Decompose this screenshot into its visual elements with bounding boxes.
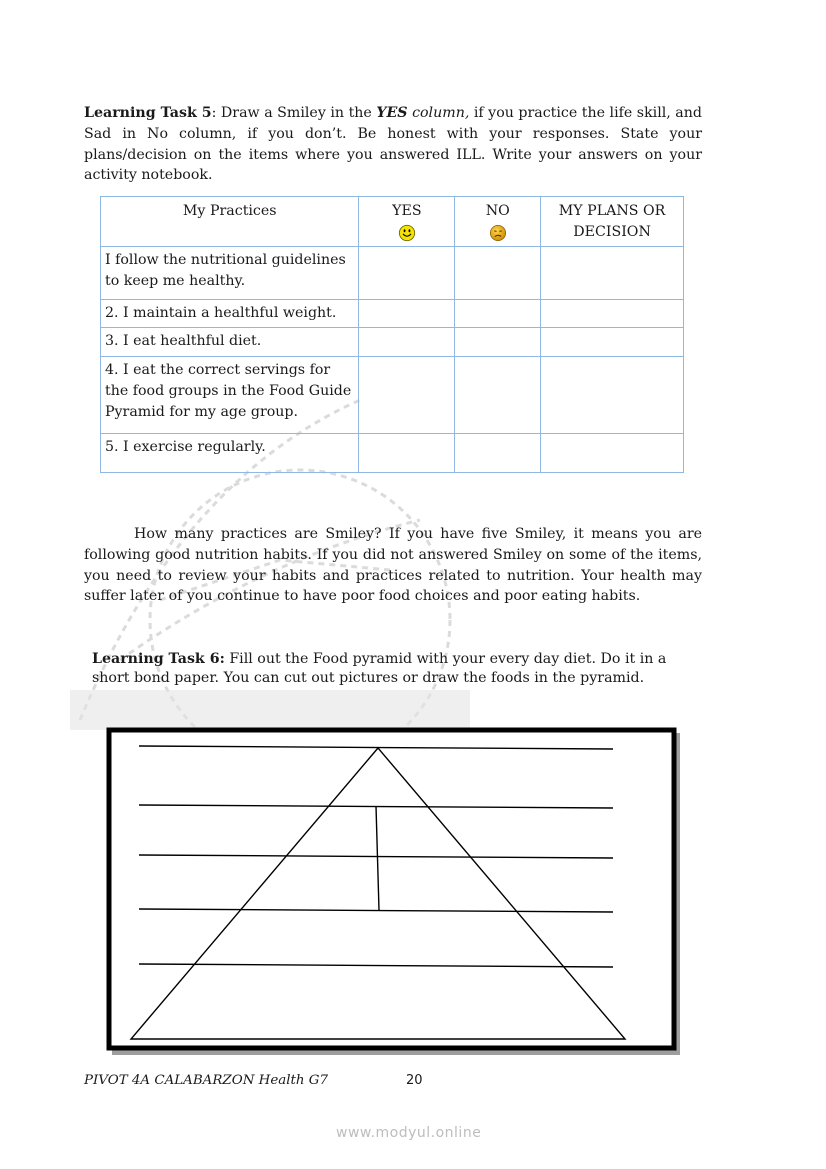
- practice-cell: 4. I eat the correct servings for the food groups in the Food Guide Pyramid for my age group.: [101, 357, 359, 434]
- header-my-practices: My Practices: [101, 197, 359, 247]
- sad-face-icon: [489, 224, 507, 242]
- header-yes: YES: [359, 197, 455, 247]
- no-cell[interactable]: [455, 300, 541, 328]
- practice-cell: 3. I eat healthful diet.: [101, 328, 359, 357]
- no-cell[interactable]: [455, 328, 541, 357]
- practice-cell: 2. I maintain a healthful weight.: [101, 300, 359, 328]
- table-row: [101, 300, 684, 328]
- header-no: NO: [455, 197, 541, 247]
- practice-cell: 5. I exercise regularly.: [101, 434, 359, 473]
- plans-cell[interactable]: [541, 357, 684, 434]
- table-row: [101, 328, 684, 357]
- summary-paragraph: How many practices are Smiley? If you have five Smiley, it means you are following good nutrition habits. If you did not answered Smiley on some of the items, you need to review your habits and practices related to nutrition. Your health may suffer later of you continue to have poor food choices and poor eating habits.: [84, 526, 702, 605]
- plans-cell[interactable]: [541, 434, 684, 473]
- table-row: [101, 357, 684, 434]
- task6-label: Learning Task 6:: [92, 651, 225, 667]
- no-cell[interactable]: [455, 434, 541, 473]
- learning-task-5-instructions: Learning Task 5: Draw a Smiley in the YES column, if you practice the life skill, and Sad in No column, if you don’t. Be honest with your responses. State your plans/decision on the items where you answered ILL. Write your answers on your activity notebook.: [84, 105, 702, 184]
- table-row: [101, 434, 684, 473]
- no-cell[interactable]: [455, 357, 541, 434]
- page-number: 20: [406, 1073, 423, 1088]
- footer-title: PIVOT 4A CALABARZON Health G7: [84, 1073, 329, 1088]
- no-cell[interactable]: [455, 247, 541, 300]
- plans-cell[interactable]: [541, 247, 684, 300]
- table-row: [101, 247, 684, 300]
- plans-cell[interactable]: [541, 328, 684, 357]
- plans-cell[interactable]: [541, 300, 684, 328]
- practice-cell: I follow the nutritional guidelines to keep me healthy.: [101, 247, 359, 300]
- yes-emphasis: YES: [376, 105, 408, 121]
- smiley-face-icon: [398, 224, 416, 242]
- header-my-plans-or-decision: MY PLANS OR DECISION: [541, 197, 684, 247]
- table-header-row: [101, 197, 684, 247]
- yes-cell[interactable]: [359, 328, 455, 357]
- food-pyramid-diagram: [106, 727, 680, 1055]
- learning-task-6-instructions: Learning Task 6: Fill out the Food pyramid with your every day diet. Do it in a short bond paper. You can cut out pictures or draw the foods in the pyramid.: [92, 651, 667, 686]
- task5-label: Learning Task 5: [84, 105, 212, 121]
- yes-cell[interactable]: [359, 434, 455, 473]
- practices-table: [100, 196, 684, 473]
- yes-cell[interactable]: [359, 357, 455, 434]
- site-watermark: www.modyul.online: [336, 1125, 482, 1141]
- yes-cell[interactable]: [359, 300, 455, 328]
- yes-cell[interactable]: [359, 247, 455, 300]
